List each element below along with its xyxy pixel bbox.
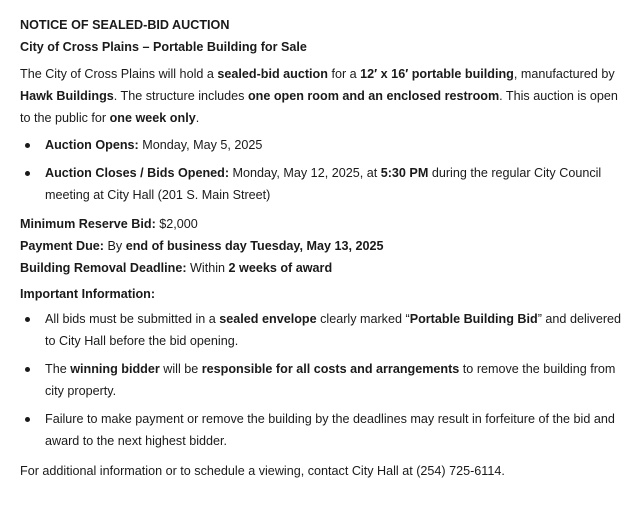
item1-bold-envelope: sealed envelope xyxy=(219,312,317,326)
item1-bold-marking: Portable Building Bid xyxy=(409,312,538,326)
auction-opens-value: Monday, May 5, 2025 xyxy=(138,138,263,152)
bullet-icon xyxy=(25,317,30,322)
item3-text: Failure to make payment or remove the building by the deadlines may result in forfeiture of the bid and award to the next highest bidder. xyxy=(45,412,615,448)
item2-bold-winner: winning bidder xyxy=(70,362,160,376)
item2-text-1: The xyxy=(45,362,71,376)
item2-bold-responsibility: responsible for all costs and arrangements xyxy=(201,362,460,376)
intro-text-5: . This auction is open to the public for xyxy=(20,89,618,125)
list-item-forfeiture xyxy=(20,408,624,452)
item2-text-2: will be xyxy=(159,362,202,376)
intro-text-3: , manufactured by xyxy=(513,67,615,81)
schedule-list xyxy=(20,134,624,206)
auction-closes-label: Auction Closes / Bids Opened: xyxy=(45,166,230,180)
intro-bold-duration: one week only xyxy=(109,111,196,125)
auction-opens-label: Auction Opens: xyxy=(45,138,139,152)
payment-due xyxy=(20,235,624,257)
notice-title: NOTICE OF SEALED-BID AUCTION xyxy=(20,18,230,32)
removal-deadline xyxy=(20,257,624,279)
intro-bold-sealed-bid: sealed-bid auction xyxy=(217,67,328,81)
list-item-sealed-envelope xyxy=(20,308,624,352)
list-item-auction-opens xyxy=(20,134,624,156)
item1-text-2: clearly marked “ xyxy=(316,312,410,326)
important-list xyxy=(20,308,624,452)
intro-paragraph xyxy=(20,63,624,129)
intro-bold-building-size: 12′ x 16′ portable building xyxy=(360,67,514,81)
item1-text-3: ” and delivered to City Hall before the bid opening. xyxy=(45,312,622,348)
auction-closes-text-1: Monday, May 12, 2025, at xyxy=(229,166,381,180)
list-item-winning-bidder xyxy=(20,358,624,402)
item2-text-3: to remove the building from city property. xyxy=(45,362,616,398)
reserve-value: $2,000 xyxy=(155,217,198,231)
important-information-heading: Important Information: xyxy=(20,287,156,301)
auction-closes-time: 5:30 PM xyxy=(380,166,429,180)
bullet-icon xyxy=(25,367,30,372)
intro-text-2: for a xyxy=(327,67,361,81)
intro-text-1: The City of Cross Plains will hold a xyxy=(20,67,218,81)
intro-text-6: . xyxy=(195,111,200,125)
bullet-icon xyxy=(25,143,30,148)
removal-period: 2 weeks of award xyxy=(228,261,333,275)
item1-text-1: All bids must be submitted in a xyxy=(45,312,220,326)
intro-bold-manufacturer: Hawk Buildings xyxy=(20,89,114,103)
reserve-label: Minimum Reserve Bid: xyxy=(20,217,156,231)
intro-text-4: . The structure includes xyxy=(113,89,248,103)
list-item-auction-closes xyxy=(20,162,624,206)
payment-label: Payment Due: xyxy=(20,239,104,253)
intro-bold-rooms: one open room and an enclosed restroom xyxy=(247,89,500,103)
notice-subtitle: City of Cross Plains – Portable Building for Sale xyxy=(20,40,307,54)
bullet-icon xyxy=(25,417,30,422)
minimum-reserve-bid xyxy=(20,213,624,235)
payment-text: By xyxy=(103,239,126,253)
removal-text: Within xyxy=(186,261,229,275)
payment-deadline: end of business day Tuesday, May 13, 2025 xyxy=(125,239,384,253)
auction-closes-text-2: during the regular City Council meeting at City Hall (201 S. Main Street) xyxy=(45,166,602,202)
bullet-icon xyxy=(25,171,30,176)
removal-label: Building Removal Deadline: xyxy=(20,261,187,275)
contact-footer: For additional information or to schedule a viewing, contact City Hall at (254) 725-6114. xyxy=(20,464,505,478)
terms-block xyxy=(20,213,624,279)
